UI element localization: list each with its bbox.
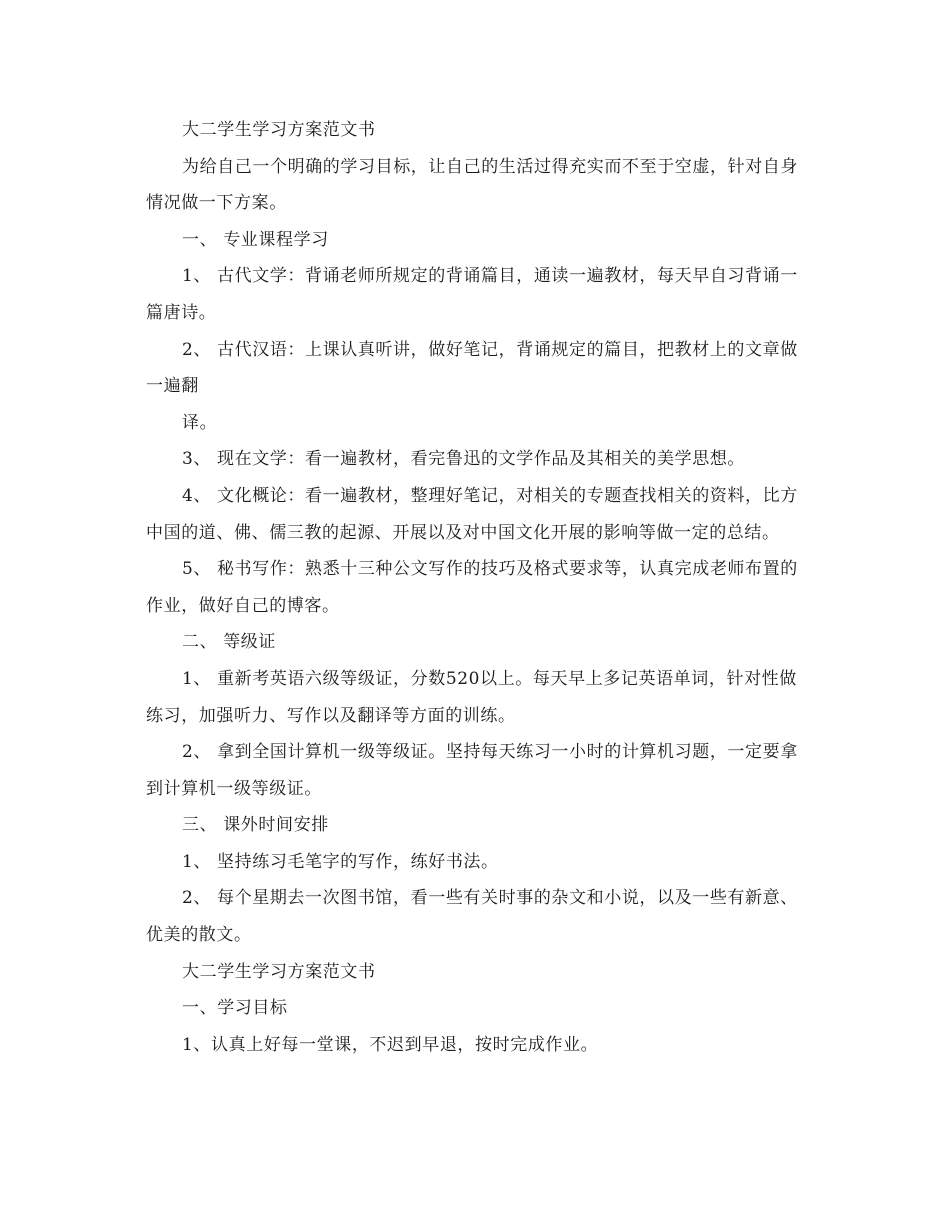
- list-item: 1、 古代文学：背诵老师所规定的背诵篇目，通读一遍教材，每天早自习背诵一篇唐诗。: [146, 266, 798, 323]
- list-item: 1、 重新考英语六级等级证，分数520以上。每天早上多记英语单词，针对性做练习，加强听力、写作以及翻译等方面的训练。: [146, 668, 797, 726]
- section-heading-course-study: 一、 专业课程学习: [182, 229, 329, 250]
- list-item: 2、 古代汉语：上课认真听讲，做好笔记，背诵规定的篇目，把教材上的文章做一遍翻: [146, 339, 798, 397]
- list-item-continuation: 译。: [182, 412, 218, 433]
- section-heading-certificates: 二、 等级证: [182, 632, 277, 653]
- list-item: 2、 每个星期去一次图书馆，看一些有关时事的杂文和小说，以及一些有新意、优美的散文。: [146, 888, 798, 946]
- list-item: 3、 现在文学：看一遍教材，看完鲁迅的文学作品及其相关的美学思想。: [182, 449, 746, 470]
- list-item: 1、 坚持练习毛笔字的写作，练好书法。: [182, 851, 499, 872]
- section-heading-extracurricular: 三、 课外时间安排: [182, 815, 329, 836]
- section-heading-learning-goals: 一、学习目标: [182, 998, 288, 1019]
- list-item: 1、认真上好每一堂课，不迟到早退，按时完成作业。: [182, 1034, 599, 1055]
- intro-paragraph: 为给自己一个明确的学习目标，让自己的生活过得充实而不至于空虚，针对自身情况做一下方案。: [146, 156, 798, 214]
- document-title: 大二学生学习方案范文书: [182, 120, 376, 140]
- list-item: 2、 拿到全国计算机一级等级证。坚持每天练习一小时的计算机习题，一定要拿到计算机一级等级证。: [146, 742, 798, 799]
- list-item: 5、 秘书写作：熟悉十三种公文写作的技巧及格式要求等，认真完成老师布置的作业，做好自己的博客。: [146, 559, 798, 616]
- document-title-second: 大二学生学习方案范文书: [182, 961, 376, 982]
- document-body: [146, 112, 806, 1063]
- list-item: 4、 文化概论：看一遍教材，整理好笔记，对相关的专题查找相关的资料，比方中国的道、佛、儒三教的起源、开展以及对中国文化开展的影响等做一定的总结。: [146, 485, 798, 543]
